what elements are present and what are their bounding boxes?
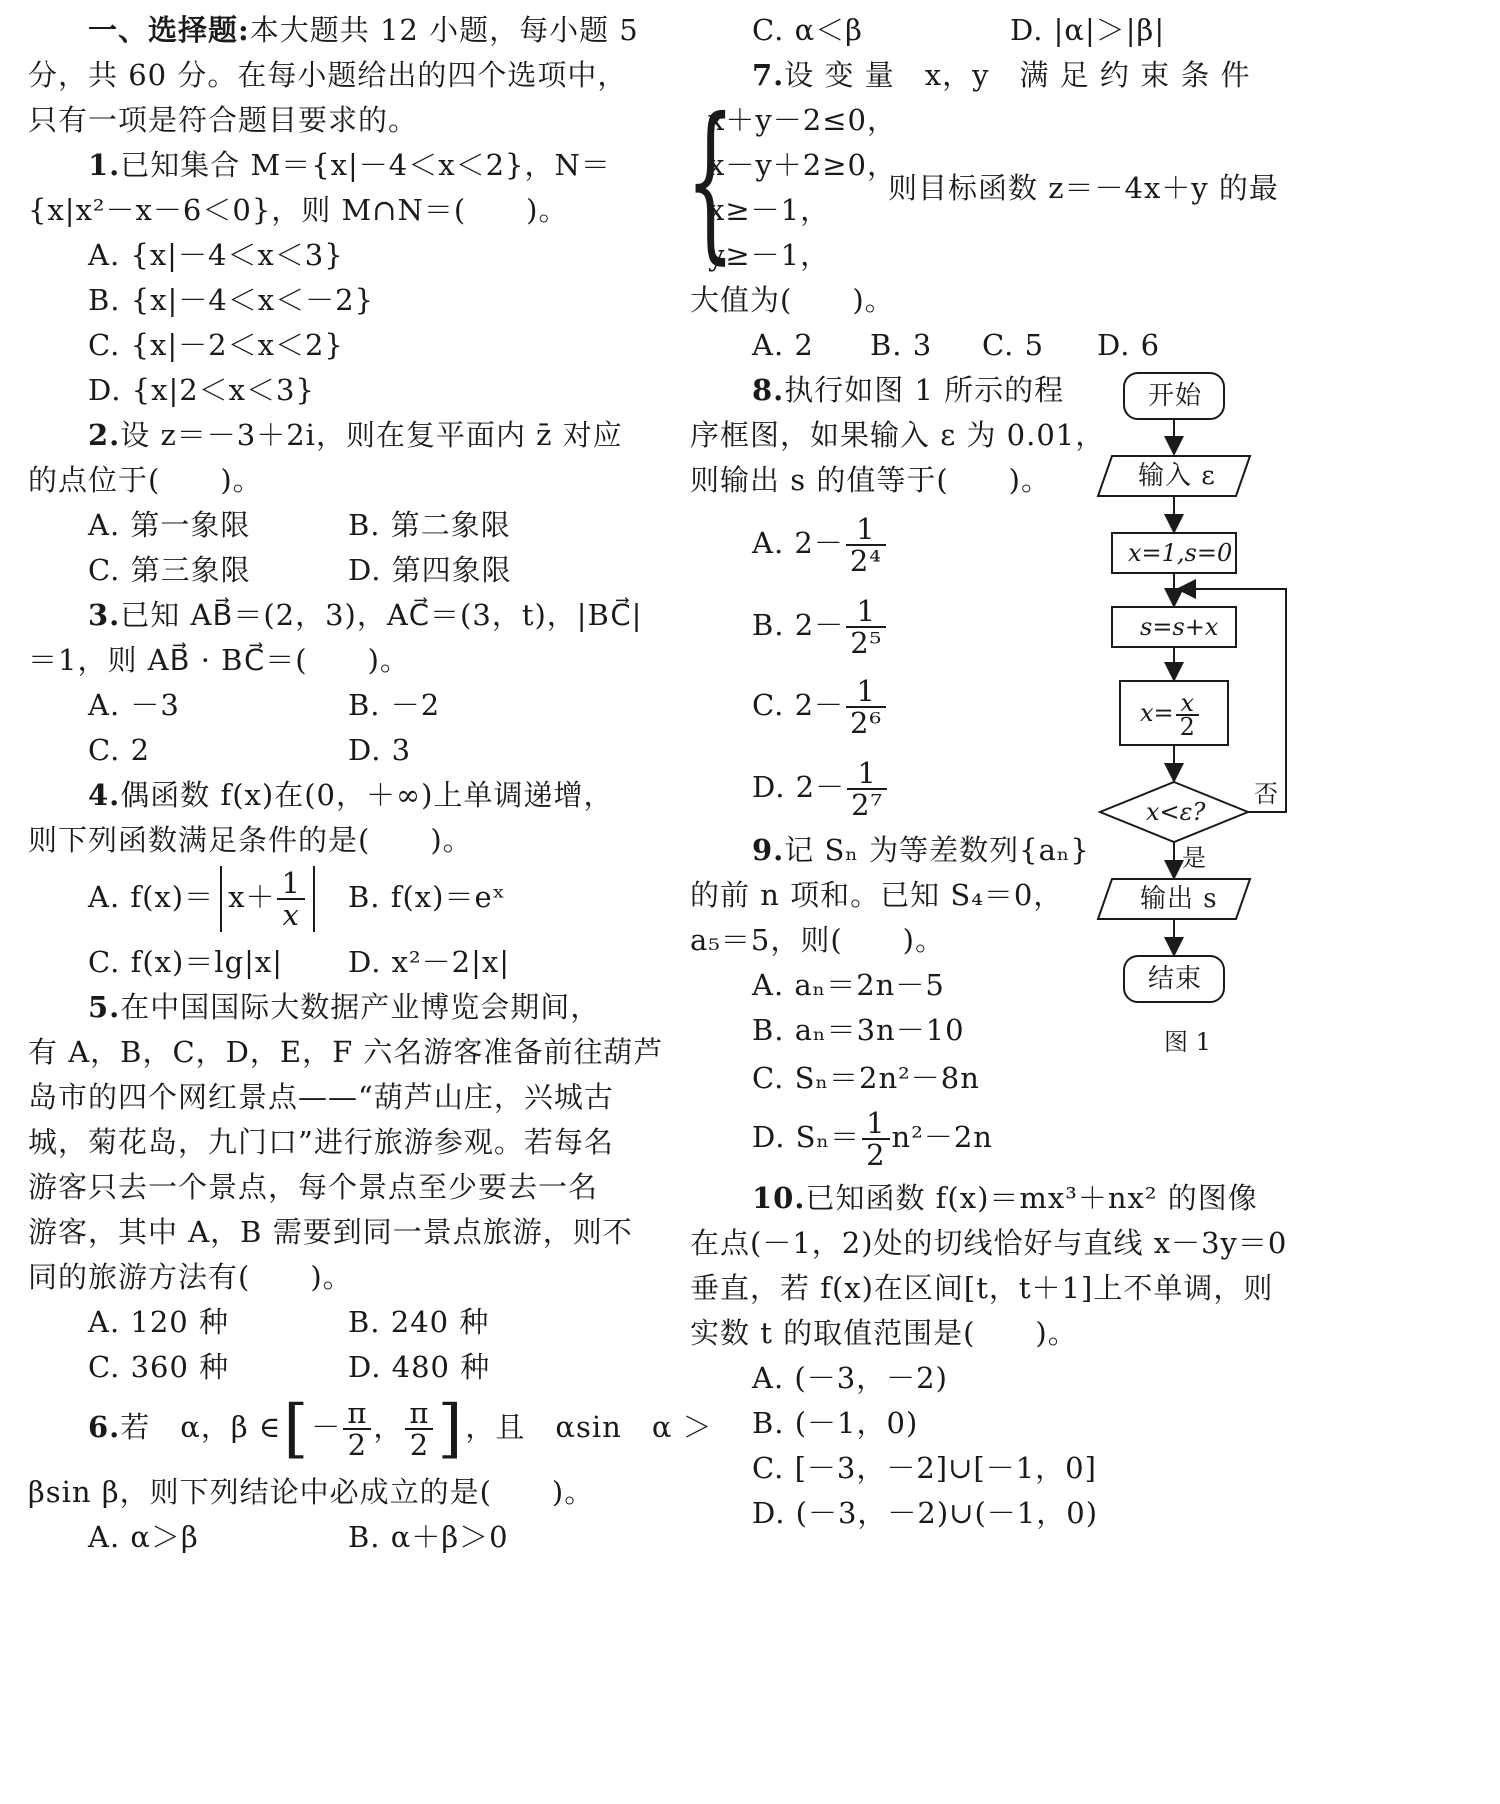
question-number: 9.	[752, 833, 785, 867]
option-label: D. Sₙ＝	[752, 1120, 861, 1154]
q10-option-b: B. (－1，0)	[752, 1406, 919, 1440]
q3-option-c: C. 2	[88, 733, 151, 767]
q9-option-c: C. Sₙ＝2n²－8n	[752, 1061, 980, 1095]
q10-option-d: D. (－3，－2)∪(－1，0)	[752, 1496, 1099, 1530]
question-1-stem-cont: {x|x²－x－6＜0}，则 M∩N＝( )。	[28, 193, 569, 227]
q8-option-b	[752, 590, 888, 660]
fraction-numerator: π	[405, 1398, 433, 1430]
fraction-numerator: 1	[277, 868, 304, 900]
question-text: 已知集合 M＝{x|－4＜x＜2}，N＝	[120, 148, 611, 182]
flow-cond-label: x<ε?	[1146, 798, 1206, 826]
q6-option-b: B. α＋β＞0	[348, 1520, 509, 1554]
question-8-stem-cont: 序框图，如果输入 ε 为 0.01，	[690, 418, 1106, 452]
flow-output-label: 输出 s	[1140, 884, 1218, 914]
question-3-stem	[88, 595, 642, 635]
question-10-stem-cont: 实数 t 的取值范围是( )。	[690, 1316, 1078, 1350]
option-expr: x＋	[228, 880, 276, 914]
question-number: 10.	[752, 1181, 806, 1215]
constraint-3: x≥－1，	[708, 193, 831, 227]
q2-option-c: C. 第三象限	[88, 553, 251, 587]
fraction-denominator: 2⁶	[850, 706, 883, 740]
q8-option-a	[752, 508, 888, 578]
question-text: 偶函数 f(x)在(0，＋∞)上单调递增，	[120, 778, 614, 812]
option-expr: n²－2n	[891, 1120, 993, 1154]
q8-option-d	[752, 752, 889, 822]
q1-option-b: B. {x|－4＜x＜－2}	[88, 283, 375, 317]
fraction	[1176, 688, 1199, 741]
question-text: ，且 αsin α ＞	[465, 1410, 713, 1444]
question-4-stem	[88, 775, 613, 815]
flow-yes-label: 是	[1182, 844, 1207, 872]
constraint-1: x＋y－2≤0，	[708, 103, 897, 137]
flow-end-label: 结束	[1148, 964, 1203, 994]
fraction-numerator: 1	[846, 514, 886, 546]
q4-option-a	[88, 862, 321, 932]
fraction	[405, 1398, 433, 1460]
fraction-denominator: 2⁵	[850, 626, 883, 660]
fraction-denominator: x	[282, 898, 300, 932]
fraction	[343, 1398, 371, 1460]
q7-option-b: B. 3	[870, 328, 933, 362]
constraint-brace: {	[686, 82, 735, 280]
option-label: B. 2－	[752, 608, 845, 642]
fraction-numerator: 1	[847, 758, 887, 790]
q4-option-d: D. x²－2|x|	[348, 945, 510, 979]
fraction-denominator: 2	[1179, 712, 1195, 741]
fraction	[846, 596, 886, 658]
section-instruction: 本大题共 12 小题，每小题 5	[249, 13, 639, 47]
fraction-denominator: 2⁷	[851, 788, 884, 822]
question-5-line: 岛市的四个网红景点——“葫芦山庄，兴城古	[28, 1080, 614, 1114]
fraction-numerator: π	[343, 1398, 371, 1430]
question-5-stem	[88, 987, 600, 1027]
question-number: 5.	[88, 990, 121, 1024]
question-number: 4.	[88, 778, 121, 812]
q7-option-d: D. 6	[1097, 328, 1161, 362]
question-9-stem	[752, 830, 1090, 870]
q5-option-d: D. 480 种	[348, 1350, 491, 1384]
q5-option-b: B. 240 种	[348, 1305, 490, 1339]
question-6-stem-cont: βsin β，则下列结论中必成立的是( )。	[28, 1475, 595, 1509]
q7-option-c: C. 5	[982, 328, 1045, 362]
fraction	[847, 758, 887, 820]
q10-option-a: A. (－3，－2)	[752, 1361, 948, 1395]
fraction-numerator: 1	[846, 676, 886, 708]
question-text: 记 Sₙ 为等差数列{aₙ}	[784, 833, 1090, 867]
flow-init-label: x=1,s=0	[1128, 539, 1233, 567]
question-5-line: 游客，其中 A，B 需要到同一景点旅游，则不	[28, 1215, 633, 1249]
question-text: 设 变 量 x，y 满 足 约 束 条 件	[784, 58, 1251, 92]
question-10-stem-cont: 在点(－1，2)处的切线恰好与直线 x－3y＝0	[690, 1226, 1288, 1260]
fraction-numerator: 1	[862, 1108, 889, 1140]
q3-option-d: D. 3	[348, 733, 412, 767]
q8-option-c	[752, 670, 888, 740]
fraction	[862, 1108, 889, 1170]
question-6-stem	[88, 1392, 713, 1466]
q2-option-d: D. 第四象限	[348, 553, 512, 587]
minus-sign: －	[311, 1410, 342, 1444]
fraction	[846, 514, 886, 576]
comma: ，	[373, 1410, 404, 1444]
fraction-numerator: 1	[846, 596, 886, 628]
abs-bar-left	[220, 866, 222, 932]
flow-halve-label	[1140, 688, 1201, 741]
constraint-2: x－y＋2≥0，	[708, 148, 897, 182]
question-9-stem-cont: a₅＝5，则( )。	[690, 923, 945, 957]
bracket-left: [	[283, 1392, 310, 1466]
option-label: A. f(x)＝	[88, 880, 215, 914]
figure-caption: 图 1	[1164, 1028, 1211, 1056]
q5-option-a: A. 120 种	[88, 1305, 229, 1339]
question-10-stem-cont: 垂直，若 f(x)在区间[t，t＋1]上不单调，则	[690, 1271, 1274, 1305]
section-header: 一、选择题:本大题共 12 小题，每小题 5	[88, 13, 639, 47]
option-label: A. 2－	[752, 526, 844, 560]
q5-option-c: C. 360 种	[88, 1350, 230, 1384]
fraction-numerator: x	[1176, 692, 1199, 716]
q7-option-a: A. 2	[752, 328, 814, 362]
question-text: 已知函数 f(x)＝mx³＋nx² 的图像	[805, 1181, 1258, 1215]
fraction-denominator: 2	[347, 1428, 368, 1462]
question-5-line: 有 A，B，C，D，E，F 六名游客准备前往葫芦	[28, 1035, 664, 1069]
q10-option-c: C. [－3，－2]∪[－1，0]	[752, 1451, 1097, 1485]
question-9-stem-cont: 的前 n 项和。已知 S₄＝0，	[690, 878, 1064, 912]
abs-bar-right	[313, 866, 315, 932]
flow-accum-label: s=s+x	[1140, 613, 1219, 641]
q1-option-a: A. {x|－4＜x＜3}	[88, 238, 344, 272]
question-8-stem	[752, 370, 1064, 410]
q1-option-c: C. {x|－2＜x＜2}	[88, 328, 344, 362]
question-5-line: 游客只去一个景点，每个景点至少要去一名	[28, 1170, 599, 1204]
q9-option-d	[752, 1102, 993, 1172]
fraction-denominator: 2	[866, 1138, 886, 1172]
q6-option-a: A. α＞β	[88, 1520, 199, 1554]
flow-no-label: 否	[1254, 780, 1279, 808]
flow-input-label: 输入 ε	[1138, 461, 1216, 491]
option-label: D. 2－	[752, 770, 846, 804]
section-title: 一、选择题	[88, 13, 239, 47]
section-instruction-line: 分，共 60 分。在每小题给出的四个选项中，	[28, 58, 628, 92]
flow-halve-prefix: x=	[1140, 699, 1174, 727]
question-number: 1.	[88, 148, 121, 182]
question-2-stem	[88, 415, 623, 455]
q6-option-d: D. |α|＞|β|	[1010, 13, 1166, 47]
question-7-stem	[752, 55, 1251, 95]
question-number: 3.	[88, 598, 121, 632]
question-5-line: 同的旅游方法有( )。	[28, 1260, 353, 1294]
q4-option-b: B. f(x)＝eˣ	[348, 880, 506, 914]
q9-option-a: A. aₙ＝2n－5	[752, 968, 945, 1002]
question-number: 2.	[88, 418, 121, 452]
constraint-4: y≥－1，	[708, 238, 831, 272]
q3-option-a: A. －3	[88, 688, 180, 722]
fraction-denominator: 2⁴	[849, 544, 882, 578]
question-4-stem-cont: 则下列函数满足条件的是( )。	[28, 823, 473, 857]
question-7-stem-cont: 大值为( )。	[690, 283, 895, 317]
q3-option-b: B. －2	[348, 688, 441, 722]
question-number: 6.	[88, 1410, 121, 1444]
question-number: 8.	[752, 373, 785, 407]
q4-option-c: C. f(x)＝lg|x|	[88, 945, 284, 979]
question-text: 设 z＝－3＋2i，则在复平面内 z̄ 对应	[120, 418, 623, 452]
flow-start-label: 开始	[1148, 381, 1203, 411]
question-text: 若 α，β ∈	[120, 1410, 282, 1444]
question-text: 执行如图 1 所示的程	[784, 373, 1065, 407]
question-5-line: 城，菊花岛，九门口”进行旅游参观。若每名	[28, 1125, 614, 1159]
question-7-stem-mid: 则目标函数 z＝－4x＋y 的最	[888, 171, 1279, 205]
q2-option-b: B. 第二象限	[348, 508, 511, 542]
question-3-stem-cont: ＝1，则 AB⃗ · BC⃗＝( )。	[28, 643, 410, 677]
section-instruction-line: 只有一项是符合题目要求的。	[28, 103, 419, 137]
question-2-stem-cont: 的点位于( )。	[28, 463, 263, 497]
q2-option-a: A. 第一象限	[88, 508, 251, 542]
fraction	[277, 868, 304, 930]
question-8-stem-cont: 则输出 s 的值等于( )。	[690, 463, 1051, 497]
bracket-right: ]	[437, 1392, 464, 1466]
question-number: 7.	[752, 58, 785, 92]
q9-option-b: B. aₙ＝3n－10	[752, 1013, 965, 1047]
question-text: 在中国国际大数据产业博览会期间，	[120, 990, 601, 1024]
question-text: 已知 AB⃗＝(2，3)，AC⃗＝(3，t)，|BC⃗|	[120, 598, 643, 632]
q6-option-c: C. α＜β	[752, 13, 863, 47]
option-label: C. 2－	[752, 688, 845, 722]
question-10-stem	[752, 1178, 1258, 1218]
q1-option-d: D. {x|2＜x＜3}	[88, 373, 315, 407]
fraction-denominator: 2	[409, 1428, 430, 1462]
fraction	[846, 676, 886, 738]
question-1-stem	[88, 145, 611, 185]
